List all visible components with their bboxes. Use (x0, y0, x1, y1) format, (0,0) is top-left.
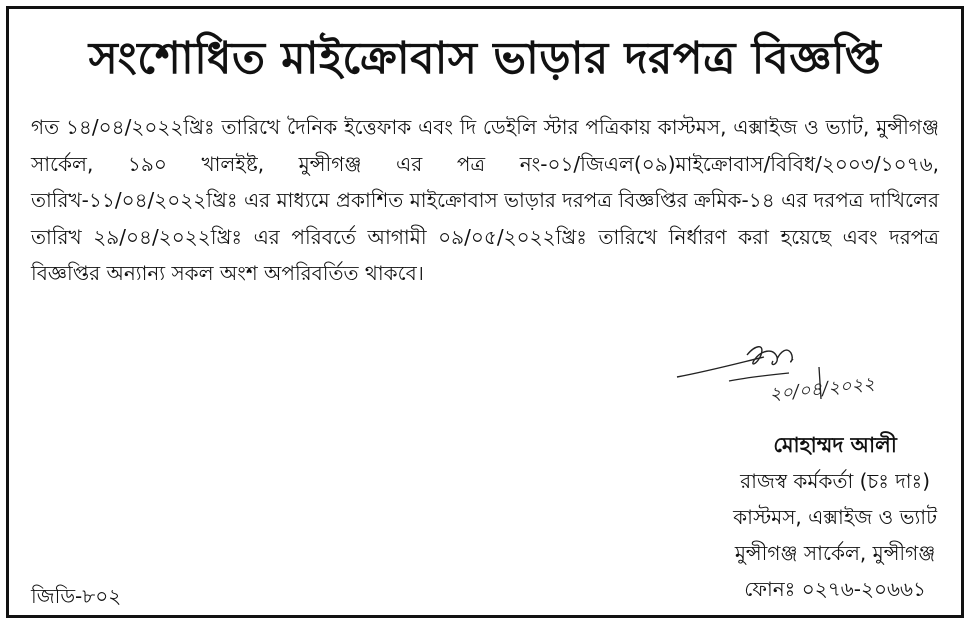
signer-office: কাস্টমস, এক্সাইজ ও ভ্যাট (733, 505, 937, 529)
signer-block (733, 427, 937, 607)
signature-date: ২০/০৪/২০২২ (768, 373, 876, 406)
handwritten-signature (669, 337, 934, 417)
newspaper-notice (6, 6, 964, 618)
signer-phone: ফোনঃ ০২৭৬-২০৬৬১ (744, 577, 926, 601)
notice-title: সংশোধিত মাইক্রোবাস ভাড়ার দরপত্র বিজ্ঞপ্তি (88, 33, 882, 84)
signer-designation: রাজস্ব কর্মকর্তা (চঃ দাঃ) (740, 469, 931, 493)
signer-name: মোহাম্মদ আলী (773, 433, 897, 457)
ref-code: জিডি-৮০২ (31, 584, 122, 608)
notice-body: গত ১৪/০৪/২০২২খ্রিঃ তারিখে দৈনিক ইত্তেফাক এবং দি ডেইলি স্টার পত্রিকায় কাস্টমস, এক্সাইজ ও ভ্যাট, মুন্সীগঞ্জ সার্কেল, ১৯০ খালইষ্ট, মুন্সীগঞ্জ এর পত্র নং-০১/জিএল(০৯)মাইক্রোবাস/বিবিধ/২০০৩/১০৭৬, তারিখ-১১/০৪/২০২২খ্রিঃ এর মাধ্যমে প্রকাশিত মাইক্রোবাস ভাড়ার দরপত্র বিজ্ঞপ্তির ক্রমিক-১৪ এর দরপত্র দাখিলের তারিখ ২৯/০৪/২০২২খ্রিঃ এর পরিবর্তে আগামী ০৯/০৫/২০২২খ্রিঃ তারিখে নির্ধারণ করা হয়েছে এবং দরপত্র বিজ্ঞপ্তির অন্যান্য সকল অংশ অপরিবর্তিত থাকবে। (31, 115, 939, 285)
signer-location: মুন্সীগঞ্জ সার্কেল, মুন্সীগঞ্জ (734, 541, 936, 565)
